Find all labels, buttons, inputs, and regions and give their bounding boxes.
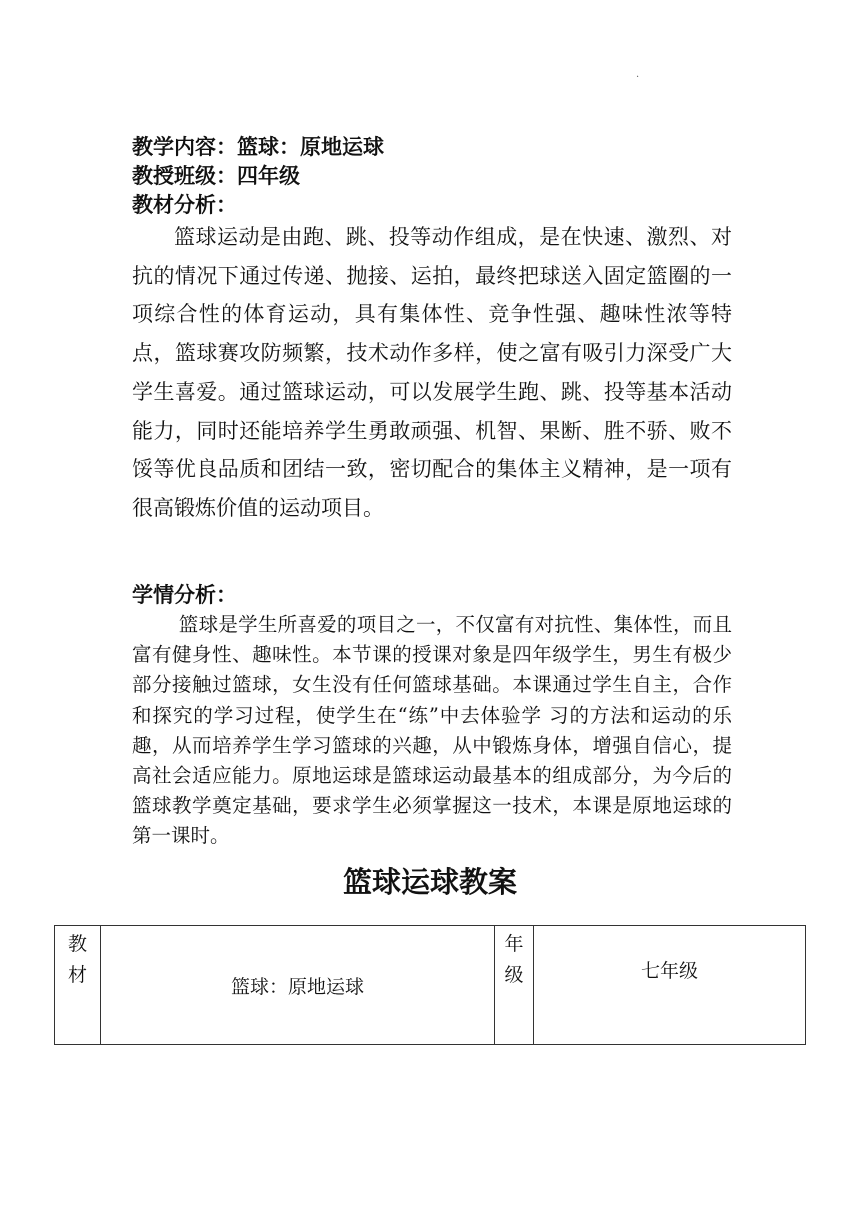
material-value-cell (101, 926, 495, 1045)
material-analysis-paragraph: 篮球运动是由跑、跳、投等动作组成，是在快速、激烈、对抗的情况下通过传递、抛接、运拍，最终把球送入固定篮圈的一项综合性的体育运动，具有集体性、竞争性强、趣味性浓等特点，篮球赛攻防频繁，技术动作多样，使之富有吸引力深受广大学生喜爱。通过篮球运动，可以发展学生跑、跳、投等基本活动能力，同时还能培养学生勇敢顽强、机智、果断、胜不骄、败不馁等优良品质和团结一致，密切配合的集体主义精神，是一项有很高锻炼价值的运动项目。 (132, 225, 732, 520)
page-mark: · (636, 72, 640, 83)
lesson-plan-table (54, 925, 806, 1045)
heading-class: 教授班级：四年级 (132, 164, 300, 188)
grade-label-cell (495, 926, 534, 1045)
material-label-cell (55, 926, 101, 1045)
material-label-char: 教 (67, 933, 87, 955)
grade-label-char: 年 (504, 933, 524, 955)
lesson-plan-title: 篮球运球教案 (342, 865, 517, 899)
heading-teaching-content: 教学内容：篮球：原地运球 (132, 135, 384, 159)
material-label-char: 材 (67, 964, 87, 986)
grade-value-cell (534, 926, 806, 1045)
table-row (55, 926, 806, 1045)
heading-student-analysis: 学情分析： (132, 583, 237, 607)
student-analysis-paragraph: 篮球是学生所喜爱的项目之一，不仅富有对抗性、集体性，而且富有健身性、趣味性。本节课的授课对象是四年级学生，男生有极少部分接触过篮球，女生没有任何篮球基础。本课通过学生自主，合作和探究的学习过程，使学生在“练”中去体验学 习的方法和运动的乐趣，从而培养学生学习篮球的兴趣，从中锻炼身体，增强自信心，提高社会适应能力。原地运球是篮球运动最基本的组成部分，为今后的篮球教学奠定基础，要求学生必须掌握这一技术，本课是原地运球的第一课时。 (132, 613, 732, 848)
material-value: 篮球：原地运球 (230, 975, 364, 998)
grade-value: 七年级 (640, 960, 698, 982)
heading-material-analysis: 教材分析： (132, 193, 237, 217)
grade-label-char: 级 (504, 964, 524, 986)
